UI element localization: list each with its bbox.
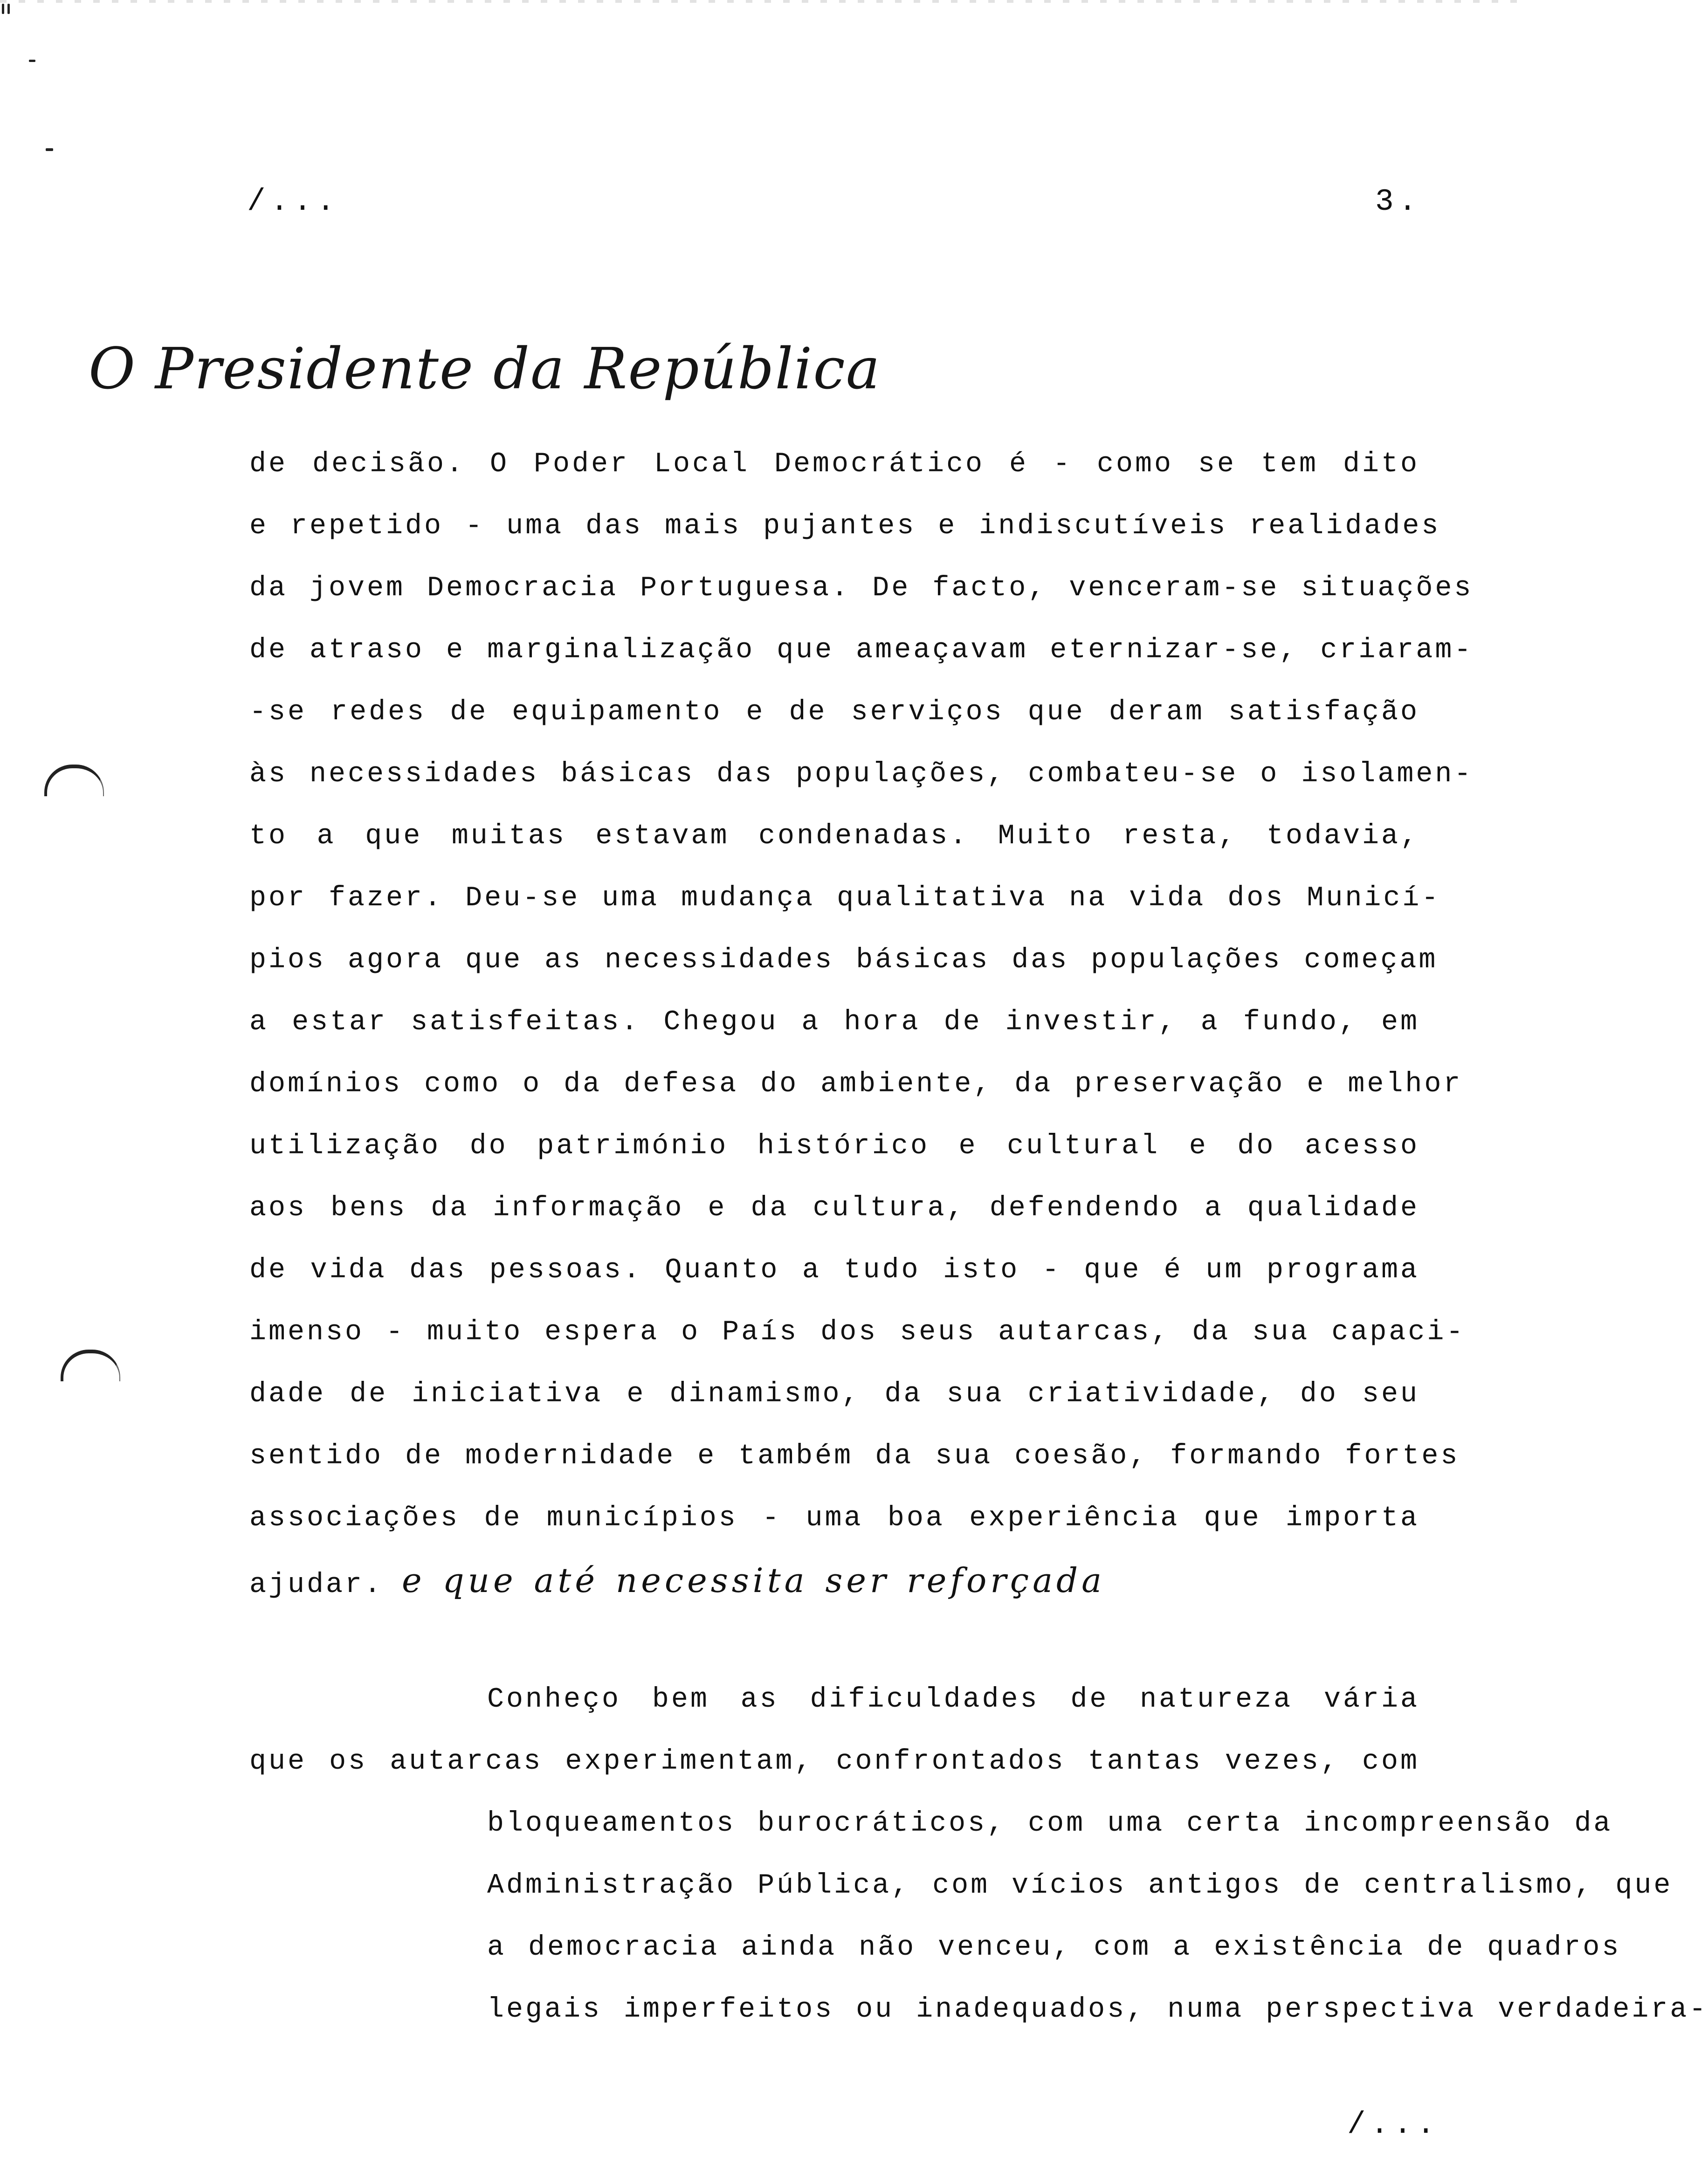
- text-line: da jovem Democracia Portuguesa. De facto, venceram-se situações: [249, 572, 1474, 604]
- text-line: bloqueamentos burocráticos, com uma certa incompreensão da: [487, 1808, 1613, 1840]
- text-line: Administração Pública, com vícios antigos de centralismo, que: [487, 1870, 1673, 1902]
- text-line: Conheço bem as dificuldades de natureza vária: [487, 1684, 1419, 1716]
- scan-speck: [29, 60, 35, 62]
- text-line: pios agora que as necessidades básicas das populações começam: [249, 944, 1438, 976]
- letterhead-signature-text: O Presidente da República: [89, 336, 881, 402]
- text-line: associações de municípios - uma boa experiência que importa: [249, 1503, 1419, 1534]
- text-line: de decisão. O Poder Local Democrático é - como se tem dito: [249, 448, 1419, 480]
- text-line: por fazer. Deu-se uma mudança qualitativa na vida dos Municí-: [249, 882, 1441, 914]
- punch-hole-mark: [44, 765, 104, 796]
- text-line: to a que muitas estavam condenadas. Muito resta, todavia,: [249, 820, 1419, 852]
- text-line: imenso - muito espera o País dos seus autarcas, da sua capaci-: [249, 1316, 1466, 1348]
- last-line-text: ajudar.: [249, 1569, 384, 1601]
- continuation-marker-top: /...: [247, 184, 340, 219]
- text-line: sentido de modernidade e também da sua coesão, formando fortes: [249, 1441, 1460, 1472]
- text-line: utilização do património histórico e cultural e do acesso: [249, 1130, 1419, 1162]
- text-line: legais imperfeitos ou inadequados, numa perspectiva verdadeira-: [487, 1994, 1708, 2026]
- text-line: de atraso e marginalização que ameaçavam eternizar-se, criaram-: [249, 634, 1474, 666]
- page-number: 3.: [1375, 184, 1422, 219]
- continuation-marker-bottom: /...: [1347, 2107, 1440, 2142]
- scan-speck: [7, 4, 10, 14]
- text-line: aos bens da informação e da cultura, defendendo a qualidade: [249, 1192, 1419, 1224]
- text-line: às necessidades básicas das populações, combateu-se o isolamen-: [249, 758, 1474, 790]
- text-line-last: [249, 1550, 1419, 1616]
- text-line: dade de iniciativa e dinamismo, da sua criatividade, do seu: [249, 1378, 1419, 1410]
- text-line: de vida das pessoas. Quanto a tudo isto - que é um programa: [249, 1254, 1419, 1286]
- text-line: a estar satisfeitas. Chegou a hora de investir, a fundo, em: [249, 1006, 1419, 1038]
- paragraph-2: [249, 1669, 1708, 2041]
- text-line: domínios como o da defesa do ambiente, da preservação e melhor: [249, 1068, 1463, 1100]
- punch-hole-mark: [61, 1350, 120, 1381]
- handwritten-annotation: e que até necessita ser reforçada: [402, 1561, 1106, 1600]
- text-line: -se redes de equipamento e de serviços que deram satisfação: [249, 696, 1419, 728]
- scan-edge-artifact: [0, 0, 1529, 3]
- text-line: e repetido - uma das mais pujantes e indiscutíveis realidades: [249, 510, 1441, 542]
- text-line: que os autarcas experimentam, confrontados tantas vezes, com: [249, 1746, 1419, 1778]
- text-line: a democracia ainda não venceu, com a existência de quadros: [487, 1932, 1621, 1964]
- scan-speck: [2, 4, 4, 14]
- scan-speck: [46, 148, 53, 151]
- paragraph-1: [249, 434, 1474, 1616]
